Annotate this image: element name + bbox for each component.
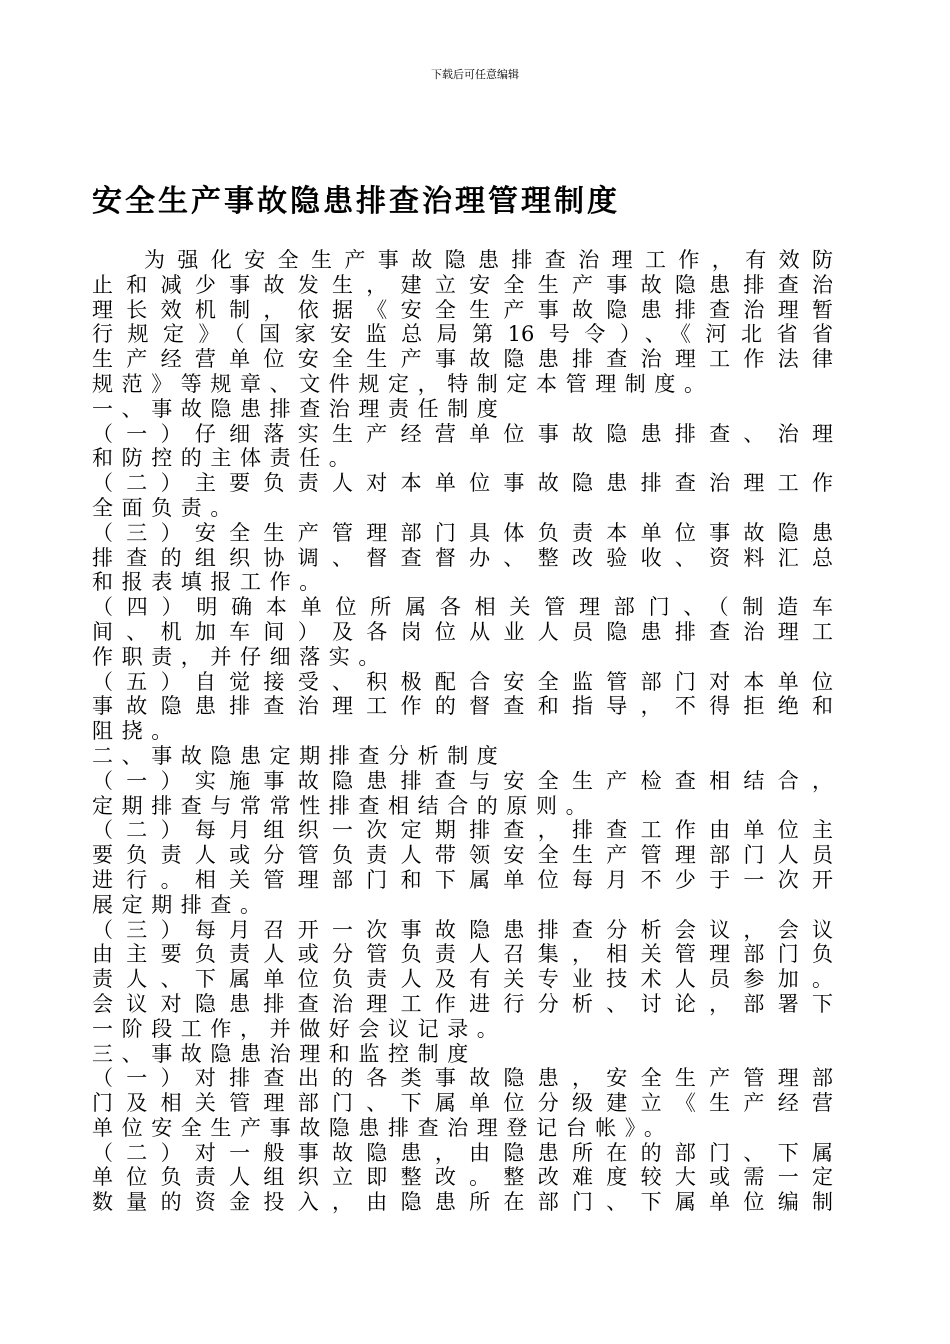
text-line: （二）主要负责人对本单位事故隐患排查治理工作 — [92, 471, 833, 496]
text-line: 间、机加车间）及各岗位从业人员隐患排查治理工 — [92, 619, 833, 644]
text-line: 为强化安全生产事故隐患排查治理工作，有效防 — [144, 248, 833, 272]
text-line: 展定期排查。 — [92, 892, 270, 917]
text-line: 排查的组织协调、督查督办、整改验收、资料汇总 — [92, 545, 833, 570]
text-line: 和防控的主体责任。 — [92, 446, 359, 471]
text-line: 单位负责人组织立即整改。整改难度较大或需一定 — [92, 1165, 833, 1190]
section-heading: 二、事故隐患定期排查分析制度 — [92, 743, 507, 768]
text-line: 全面负责。 — [92, 495, 240, 520]
text-line: （二）每月组织一次定期排查，排查工作由单位主 — [92, 818, 833, 843]
document-body — [92, 248, 833, 1215]
text-line: 要负责人或分管负责人带领安全生产管理部门人员 — [92, 843, 833, 868]
text-line: 和报表填报工作。 — [92, 570, 329, 595]
text-line: 单位安全生产事故隐患排查治理登记台帐》。 — [92, 1115, 674, 1140]
text-line: （三）每月召开一次事故隐患排查分析会议，会议 — [92, 917, 833, 942]
section-heading: 三、事故隐患治理和监控制度 — [92, 1041, 477, 1066]
text-line: （一）仔细落实生产经营单位事故隐患排查、治理 — [92, 421, 833, 446]
text-line: 行规定》（国家安监总局第16号令）、《河北省省 — [92, 322, 833, 347]
text-line: （三）安全生产管理部门具体负责本单位事故隐患 — [92, 520, 833, 545]
header-note: 下载后可任意编辑 — [431, 68, 519, 81]
text-line: 数量的资金投入，由隐患所在部门、下属单位编制 — [92, 1190, 833, 1215]
text-line: 事故隐患排查治理工作的督查和指导，不得拒绝和 — [92, 694, 833, 719]
text-line: 生产经营单位安全生产事故隐患排查治理工作法律 — [92, 347, 833, 372]
text-line: （二）对一般事故隐患，由隐患所在的部门、下属 — [92, 1140, 833, 1165]
text-line: （一）实施事故隐患排查与安全生产检查相结合， — [92, 768, 833, 793]
text-line: 责人、下属单位负责人及有关专业技术人员参加。 — [92, 967, 833, 992]
text-line: 理长效机制，依据《安全生产事故隐患排查治理暂 — [92, 297, 833, 322]
text-line: （一）对排查出的各类事故隐患，安全生产管理部 — [92, 1066, 833, 1091]
text-line: 会议对隐患排查治理工作进行分析、讨论，部署下 — [92, 991, 833, 1016]
section-heading: 一、事故隐患排查治理责任制度 — [92, 396, 507, 421]
text-line: （五）自觉接受、积极配合安全监管部门对本单位 — [92, 669, 833, 694]
text-line: 进行。相关管理部门和下属单位每月不少于一次开 — [92, 867, 833, 892]
text-line: 定期排查与常常性排查相结合的原则。 — [92, 793, 596, 818]
document-title: 安全生产事故隐患排查治理管理制度 — [92, 184, 620, 219]
text-line: 由主要负责人或分管负责人召集，相关管理部门负 — [92, 942, 833, 967]
text-line: 阻挠。 — [92, 719, 181, 744]
text-line: 一阶段工作，并做好会议记录。 — [92, 1016, 507, 1041]
text-line: 作职责，并仔细落实。 — [92, 644, 388, 669]
text-line: 门及相关管理部门、下属单位分级建立《生产经营 — [92, 1091, 833, 1116]
text-line: （四）明确本单位所属各相关管理部门、（制造车 — [92, 595, 833, 620]
text-line: 止和减少事故发生，建立安全生产事故隐患排查治 — [92, 272, 833, 297]
text-line: 规范》等规章、文件规定，特制定本管理制度。 — [92, 371, 714, 396]
